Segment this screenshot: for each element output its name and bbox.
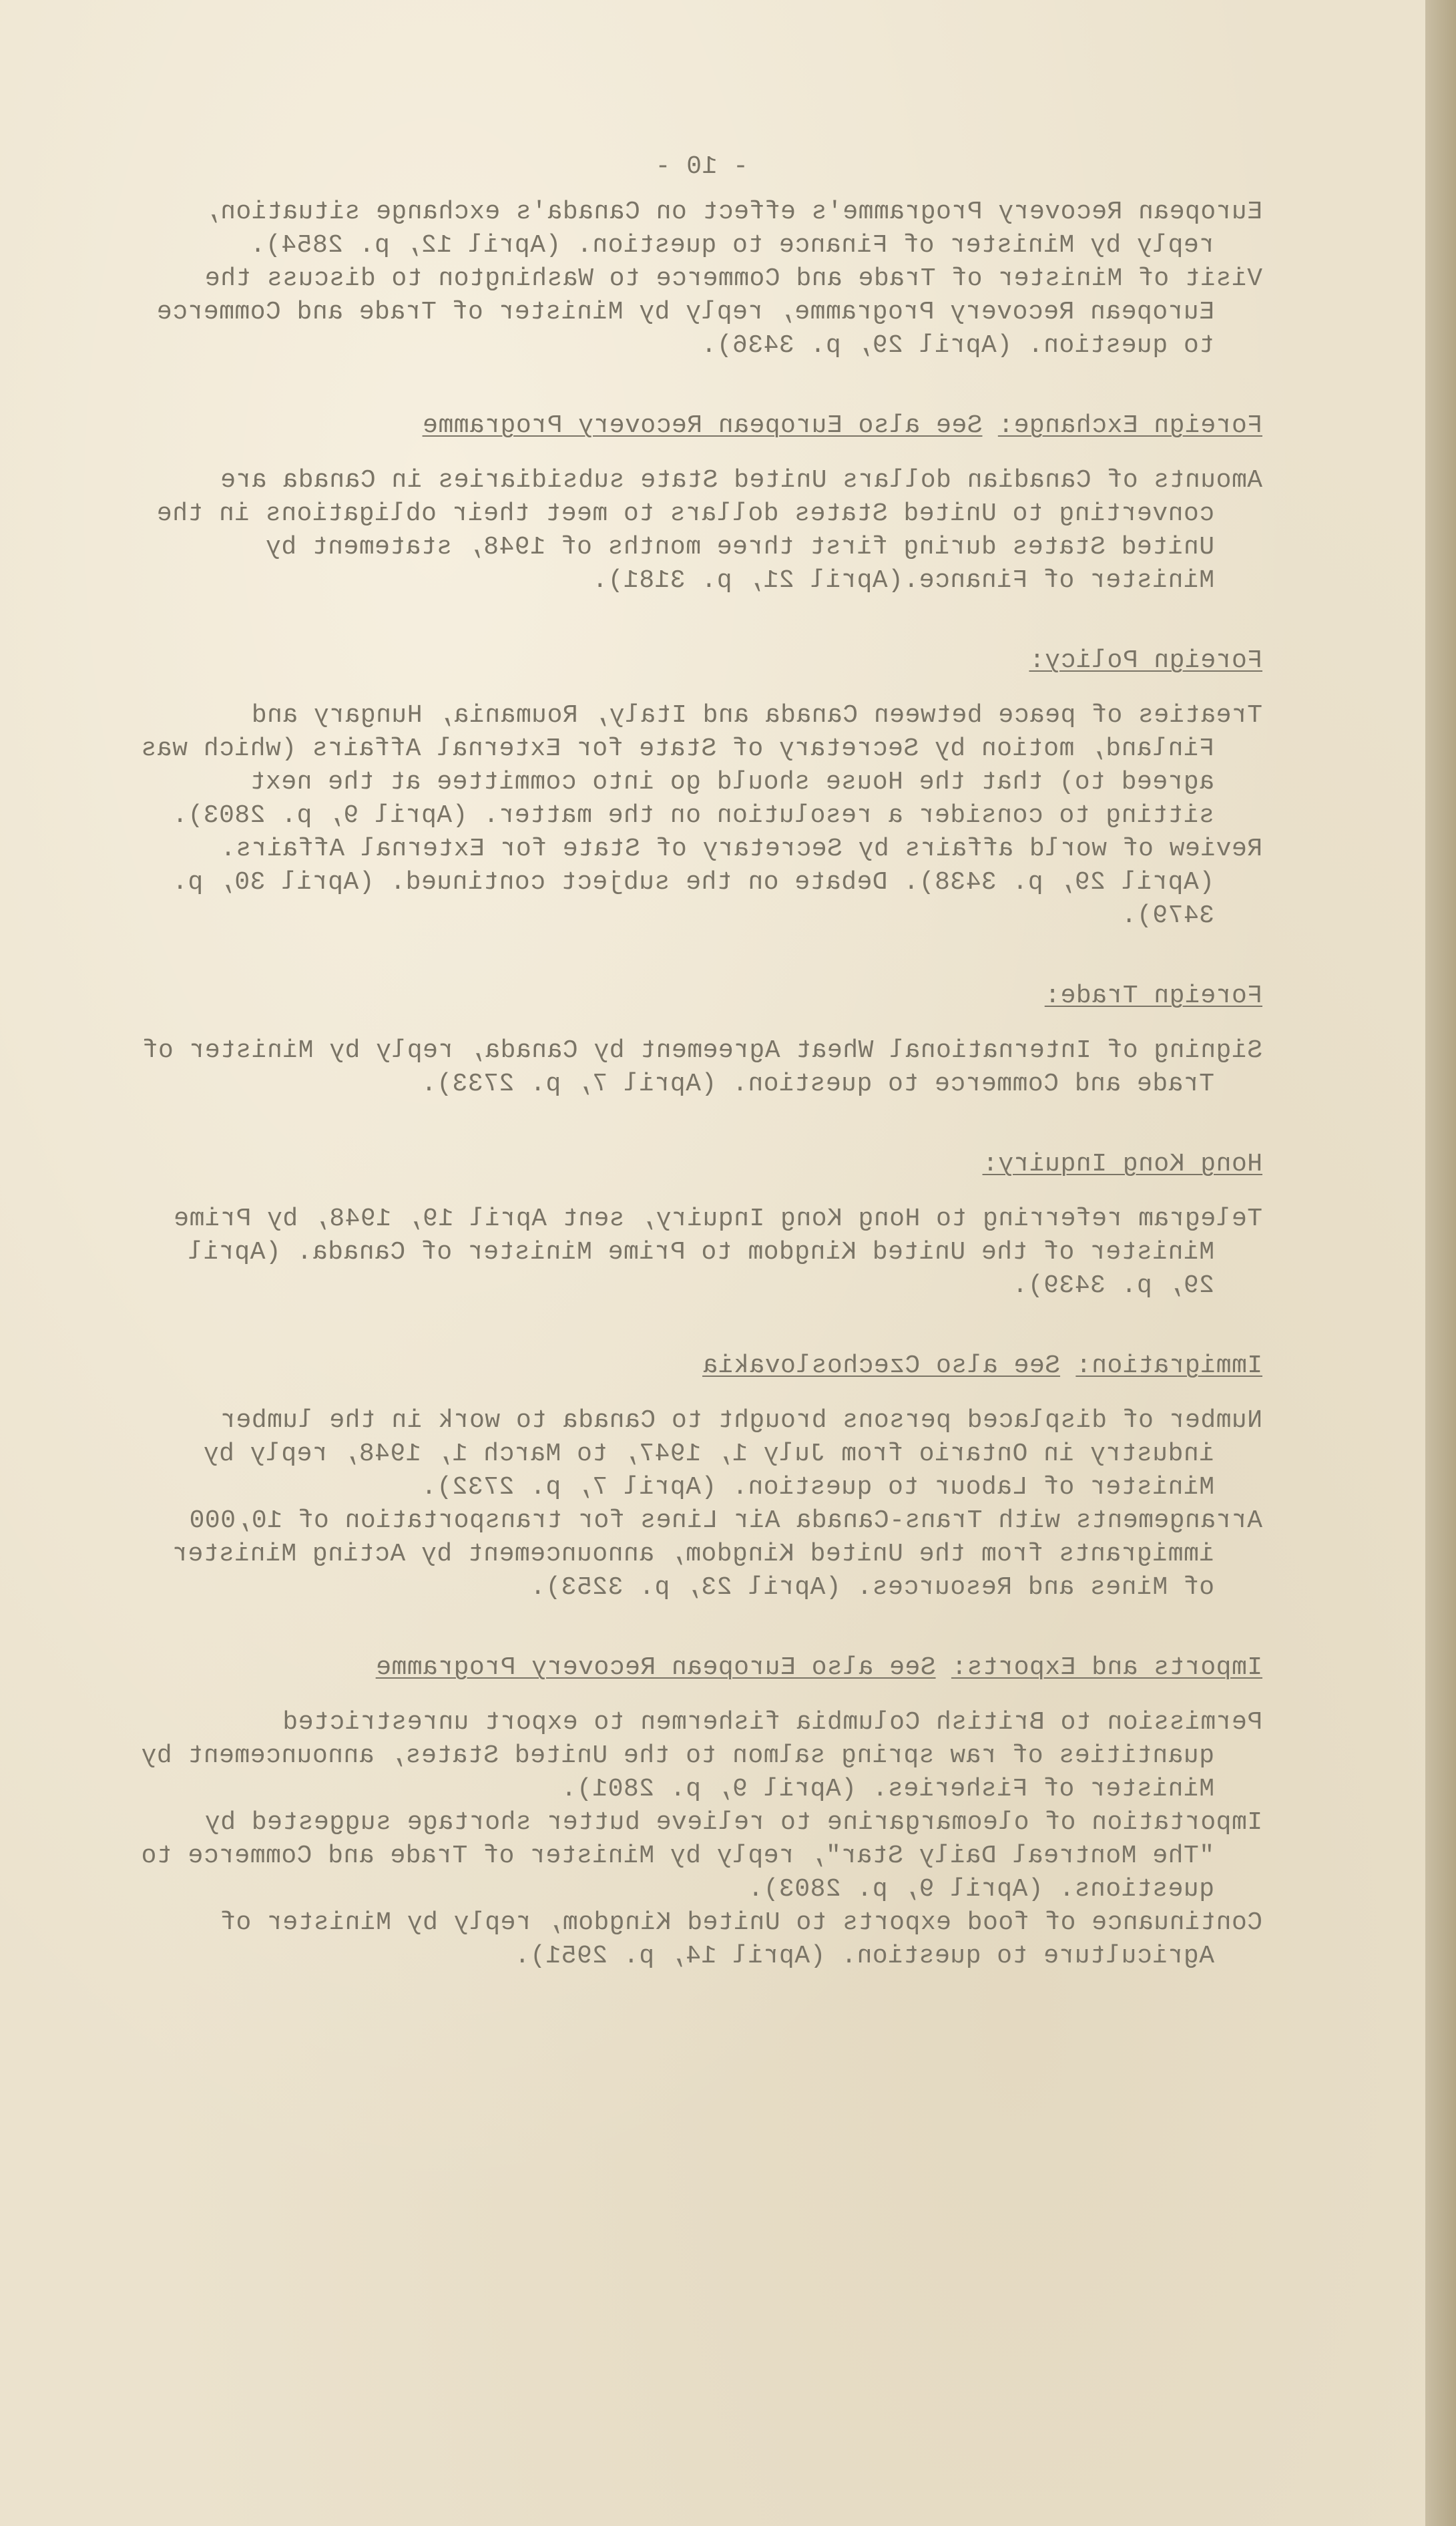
section-spacer (141, 1605, 1262, 1651)
section-spacer (141, 598, 1262, 644)
see-also-reference: See also Czechoslovakia (702, 1351, 1061, 1380)
index-entry: Permission to British Columbia fishermen to export unrestricted quantities of raw spring salmon to the United States, announcement by Minister of Fisheries. (April 9, p. 2801). (125, 1708, 1262, 1804)
index-entry: Amounts of Canadian dollars United State subsidiaries in Canada are converting to United States dollars to meet their obligations in the United States during first three months of 1948, statement by Minister of Finance.(April 21, p. 3181). (141, 466, 1262, 595)
index-entry: European Recovery Programme's effect on Canada's exchange situation, reply by Minister of Finance to question. (April 12, p. 2854). (189, 198, 1262, 260)
section-spacer (141, 1303, 1262, 1349)
index-section (141, 1349, 1262, 1605)
index-entry: Signing of International Wheat Agreement by Canada, reply by Minister of Trade and Commerce to question. (April 7, p. 2733). (126, 1036, 1262, 1098)
section-spacer (141, 363, 1262, 409)
index-entry: Continuance of food exports to United Kingdom, reply by Minister of Agriculture to question. (April 14, p. 2951). (204, 1908, 1262, 1970)
index-entry: Telegram referring to Hong Kong Inquiry, sent April 19, 1948, by Prime Minister of the United Kingdom to Prime Minister of Canada. (April 29, p. 3439). (158, 1205, 1262, 1300)
index-section (141, 1148, 1262, 1303)
index-entry: Arrangements with Trans-Canada Air Lines for transportation of 10,000 immigrants from the United Kingdom, announcement by Acting Minister of Mines and Resources. (April 23, p. 3253). (156, 1506, 1262, 1602)
section-title: Hong Kong Inquiry: (982, 1150, 1262, 1179)
index-section (141, 196, 1262, 363)
section-heading (141, 1148, 1262, 1181)
index-entry: Treaties of peace between Canada and Italy, Roumania, Hungary and Finland, motion by Secretary of State for External Affairs (which was agreed to) that the House should go into committee at the next sitting to consider a resolution on the matter. (April 9, p. 2803). (125, 701, 1262, 830)
section-title: Foreign Trade: (1044, 982, 1262, 1010)
index-entry: Visit of Minister of Trade and Commerce to Washington to discuss the European Recovery Programme, reply by Minister of Trade and Commerce to question. (April 29, p. 3436). (141, 264, 1262, 360)
see-also-reference: See also European Recovery Programme (422, 411, 983, 440)
index-section (125, 1651, 1262, 1973)
section-heading (141, 1651, 1262, 1685)
index-column (125, 150, 1262, 1973)
index-section (125, 644, 1262, 933)
section-heading (141, 409, 1262, 443)
page-number: - 10 - (655, 152, 748, 181)
section-title: Foreign Exchange: (997, 411, 1262, 440)
index-entry: Review of world affairs by Secretary of State for External Affairs. (April 29, p. 3438). Debate on the subject continued. (April 30, p. 3479). (156, 835, 1262, 930)
see-also-reference: See also European Recovery Programme (375, 1653, 936, 1682)
section-heading (141, 644, 1262, 678)
index-section (126, 980, 1262, 1101)
section-title: Imports and Exports: (951, 1653, 1262, 1682)
index-section (141, 409, 1262, 598)
section-title: Immigration: (1075, 1351, 1262, 1380)
section-title: Foreign Policy: (1029, 646, 1262, 675)
section-spacer (141, 1101, 1262, 1148)
index-entry: Importation of oleomargarine to relieve butter shortage suggested by "The Montreal Daily Star", reply by Minister of Trade and Commerce to questions. (April 9, p. 2803). (125, 1808, 1262, 1904)
section-heading (141, 1349, 1262, 1383)
section-heading (141, 980, 1262, 1013)
index-blocks (125, 196, 1262, 1973)
section-spacer (141, 933, 1262, 980)
index-entry: Number of displaced persons brought to Canada to work in the lumber industry in Ontario from July 1, 1947, to March 1, 1948, reply by Minister of Labour to question. (April 7, p. 2732). (187, 1406, 1262, 1502)
